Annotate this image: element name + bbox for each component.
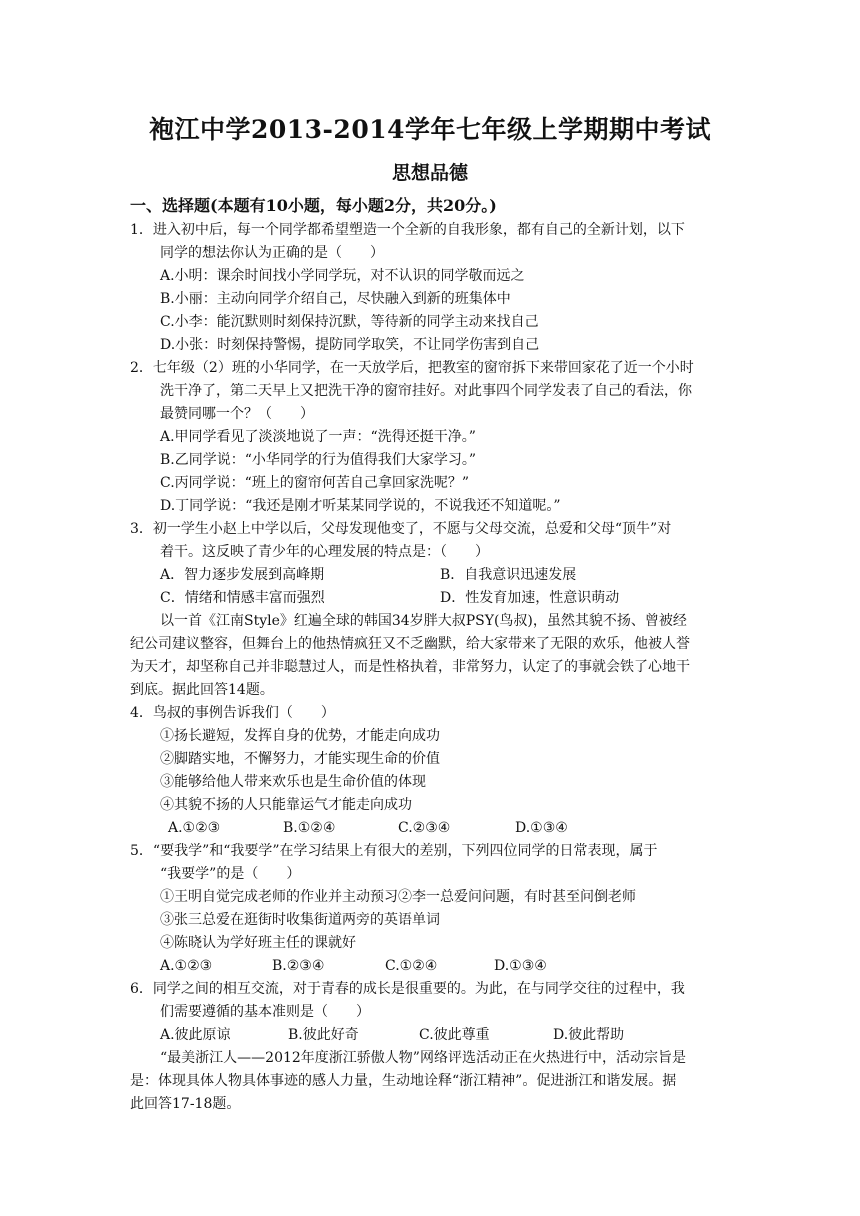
question-5-item: ④陈晓认为学好班主任的课就好	[160, 935, 356, 951]
question-2-option: C.丙同学说：“班上的窗帘何苦自己拿回家洗呢？”	[160, 475, 469, 491]
question-2-stem: 最赞同哪一个？（ ）	[160, 406, 314, 422]
question-1-option: C.小李：能沉默则时刻保持沉默，等待新的同学主动来找自己	[160, 314, 539, 330]
question-1-option: D.小张：时刻保持警惕，提防同学取笑，不让同学伤害到自己	[160, 337, 540, 353]
question-1-stem: 同学的想法你认为正确的是（ ）	[160, 245, 384, 261]
question-5-stem: “我要学”的是（ ）	[160, 866, 301, 882]
question-2-option: D.丁同学说：“我还是刚才听某某同学说的，不说我还不知道呢。”	[160, 498, 561, 514]
subject-title: 思想品德	[391, 162, 468, 184]
question-1-option: A.小明：课余时间找小学同学玩，对不认识的同学敬而远之	[160, 268, 525, 284]
question-4-item: ①扬长避短，发挥自身的优势，才能走向成功	[160, 728, 440, 744]
reading-passage: 此回答17-18题。	[130, 1096, 241, 1112]
question-2-stem: 洗干净了，第二天早上又把洗干净的窗帘挂好。对此事四个同学发表了自己的看法，你	[160, 383, 692, 399]
section-heading: 一、选择题(本题有10小题，每小题2分，共20分。)	[130, 196, 497, 215]
question-6-option: B.彼此好奇	[288, 1027, 359, 1043]
question-3-option: C．情绪和情感丰富而强烈	[160, 590, 325, 606]
question-2-option: B.乙同学说：“小华同学的行为值得我们大家学习。”	[160, 452, 477, 468]
question-4-stem: 4．鸟叔的事例告诉我们（ ）	[130, 705, 335, 721]
question-4-option: B.①②④	[283, 820, 336, 836]
question-4-option: C.②③④	[398, 820, 451, 836]
question-1-stem: 1．进入初中后，每一个同学都希望塑造一个全新的自我形象，都有自己的全新计划，以下	[130, 222, 685, 238]
reading-passage: 纪公司建议整容，但舞台上的他热情疯狂又不乏幽默，给大家带来了无限的欢乐，他被人誉	[130, 636, 690, 652]
reading-passage: 以一首《江南Style》红遍全球的韩国34岁胖大叔PSY(鸟叔)，虽然其貌不扬、曾被经	[160, 613, 687, 629]
exam-title: 袍江中学2013-2014学年七年级上学期期中考试	[148, 115, 712, 144]
question-3-option: B．自我意识迅速发展	[440, 567, 577, 583]
question-6-option: D.彼此帮助	[553, 1027, 625, 1043]
reading-passage: 为天才，却坚称自己并非聪慧过人，而是性格执着，非常努力，认定了的事就会铁了心地干	[130, 659, 690, 675]
reading-passage: “最美浙江人——2012年度浙江骄傲人物”网络评选活动正在火热进行中，活动宗旨是	[160, 1050, 686, 1066]
question-4-item: ②脚踏实地，不懈努力，才能实现生命的价值	[160, 751, 440, 767]
question-4-option: A.①②③	[168, 820, 221, 836]
question-2-stem: 2．七年级（2）班的小华同学，在一天放学后，把教室的窗帘拆下来带回家花了近一个小时	[130, 360, 694, 376]
question-6-option: C.彼此尊重	[419, 1027, 490, 1043]
question-2-option: A.甲同学看见了淡淡地说了一声：“洗得还挺干净。”	[160, 429, 476, 445]
reading-passage: 到底。据此回答14题。	[130, 682, 274, 698]
question-5-option: B.②③④	[272, 958, 325, 974]
question-3-stem: 3．初一学生小赵上中学以后，父母发现他变了，不愿与父母交流，总爱和父母“顶牛”对	[130, 521, 672, 537]
question-6-option: A.彼此原谅	[160, 1027, 231, 1043]
reading-passage: 是：体现具体人物具体事迹的感人力量，生动地诠释“浙江精神”。促进浙江和谐发展。据	[130, 1073, 677, 1089]
question-5-option: A.①②③	[160, 958, 213, 974]
question-6-stem: 们需要遵循的基本准则是（ ）	[160, 1004, 370, 1020]
question-5-item: ①王明自觉完成老师的作业并主动预习②李一总爱问问题，有时甚至问倒老师	[160, 889, 636, 905]
question-6-stem: 6．同学之间的相互交流，对于青春的成长是很重要的。为此，在与同学交往的过程中，我	[130, 981, 685, 997]
question-4-item: ③能够给他人带来欢乐也是生命价值的体现	[160, 774, 426, 790]
question-4-option: D.①③④	[515, 820, 568, 836]
question-5-item: ③张三总爱在逛街时收集街道两旁的英语单词	[160, 912, 440, 928]
question-5-option: C.①②④	[385, 958, 438, 974]
question-3-option: A．智力逐步发展到高峰期	[160, 567, 325, 583]
question-3-stem: 着干。这反映了青少年的心理发展的特点是：（ ）	[160, 544, 489, 560]
question-3-option: D．性发育加速，性意识萌动	[440, 590, 620, 606]
question-4-item: ④其貌不扬的人只能靠运气才能走向成功	[160, 797, 412, 813]
question-5-option: D.①③④	[494, 958, 547, 974]
question-5-stem: 5．“要我学”和“我要学”在学习结果上有很大的差别，下列四位同学的日常表现，属于	[130, 843, 658, 859]
question-1-option: B.小丽：主动向同学介绍自己，尽快融入到新的班集体中	[160, 291, 511, 307]
